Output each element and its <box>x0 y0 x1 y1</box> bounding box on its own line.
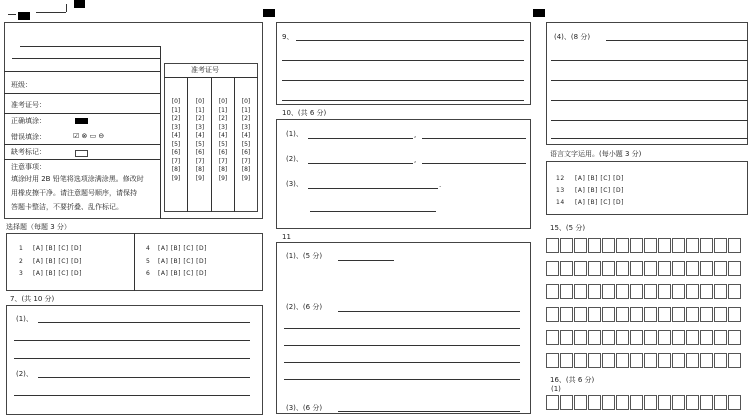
grid-cell[interactable] <box>686 330 699 345</box>
grid-cell[interactable] <box>644 284 657 299</box>
answer-line[interactable] <box>308 188 438 189</box>
grid-cell[interactable] <box>630 353 643 368</box>
grid-cell[interactable] <box>588 353 601 368</box>
grid-cell[interactable] <box>700 330 713 345</box>
grid-cell[interactable] <box>574 284 587 299</box>
q11-part2-label: (2)、(6 分) <box>286 303 323 311</box>
answer-line[interactable] <box>284 328 520 329</box>
grid-cell[interactable] <box>588 284 601 299</box>
exam-id-digit-column[interactable] <box>213 98 233 183</box>
notes-line: 用橡皮擦干净。请注意题号顺序，请保持 <box>11 189 137 197</box>
exam-id-digit-bubble[interactable]: [0] <box>241 98 251 105</box>
divider <box>4 144 160 145</box>
grid-cell[interactable] <box>686 395 699 410</box>
corner-line <box>36 12 66 13</box>
grid-cell[interactable] <box>686 307 699 322</box>
grid-cell[interactable] <box>714 330 727 345</box>
divider <box>160 46 161 219</box>
grid-cell[interactable] <box>630 284 643 299</box>
divider <box>211 77 212 212</box>
corner-line <box>66 4 67 12</box>
exam-id-digit-bubble[interactable]: [0] <box>195 98 205 105</box>
grid-cell[interactable] <box>574 395 587 410</box>
exam-id-digit-bubble[interactable]: [6] <box>241 149 251 156</box>
exam-id-digit-bubble[interactable]: [9] <box>195 174 205 182</box>
grid-cell[interactable] <box>560 395 573 410</box>
grid-cell[interactable] <box>602 261 615 276</box>
grid-cell[interactable] <box>616 353 629 368</box>
grid-cell[interactable] <box>602 307 615 322</box>
grid-cell[interactable] <box>602 395 615 410</box>
answer-line[interactable] <box>14 340 250 341</box>
wrong-fill-label: 错误填涂： <box>11 133 46 141</box>
exam-id-digit-bubble[interactable]: [4] <box>241 132 251 139</box>
exam-id-digit-bubble[interactable]: [9] <box>218 174 228 182</box>
lang-number: 12 <box>556 175 565 182</box>
choice-options[interactable]: [A] [B] [C] [D] <box>33 245 82 252</box>
lang-number: 13 <box>556 187 565 194</box>
grid-cell[interactable] <box>616 395 629 410</box>
grid-cell[interactable] <box>588 330 601 345</box>
answer-line[interactable] <box>282 60 524 61</box>
exam-id-digit-bubble[interactable]: [7] <box>195 157 205 165</box>
exam-id-digit-bubble[interactable]: [7] <box>241 157 251 165</box>
exam-id-digit-bubble[interactable]: [1] <box>218 106 228 114</box>
exam-id-digit-bubble[interactable]: [5] <box>195 140 205 148</box>
exam-id-digit-bubble[interactable]: [8] <box>241 166 251 173</box>
separator-dot: , <box>414 156 417 164</box>
grid-cell[interactable] <box>672 307 685 322</box>
grid-cell[interactable] <box>728 330 741 345</box>
answer-line[interactable] <box>551 100 748 101</box>
grid-cell[interactable] <box>700 307 713 322</box>
exam-id-digit-bubble[interactable]: [2] <box>195 115 205 122</box>
grid-cell[interactable] <box>658 307 671 322</box>
answer-line[interactable] <box>14 395 250 396</box>
grid-cell[interactable] <box>588 238 601 253</box>
grid-cell[interactable] <box>574 261 587 276</box>
grid-cell[interactable] <box>560 238 573 253</box>
q9-title: 9、 <box>282 33 294 41</box>
grid-cell[interactable] <box>644 330 657 345</box>
q16-title: 16、(共 6 分) <box>550 376 595 384</box>
grid-cell[interactable] <box>546 284 559 299</box>
grid-cell[interactable] <box>700 261 713 276</box>
q9-panel <box>276 22 531 105</box>
grid-cell[interactable] <box>700 284 713 299</box>
registration-mark <box>18 12 30 20</box>
name-line <box>20 46 160 47</box>
grid-cell[interactable] <box>630 238 643 253</box>
exam-id-digit-bubble[interactable]: [5] <box>241 140 251 148</box>
choice-number: 3 <box>19 270 24 277</box>
answer-line[interactable] <box>551 80 748 81</box>
grid-cell[interactable] <box>728 395 741 410</box>
exam-id-digit-bubble[interactable]: [8] <box>195 166 205 173</box>
answer-line[interactable] <box>284 345 520 346</box>
exam-id-digit-bubble[interactable]: [7] <box>171 157 181 165</box>
grid-cell[interactable] <box>630 261 643 276</box>
notes-line: 填涂时用 2B 铅笔将选项涂满涂黑。修改时 <box>11 175 144 183</box>
separator-dot: , <box>414 131 417 139</box>
answer-line[interactable] <box>284 379 520 380</box>
grid-cell[interactable] <box>658 395 671 410</box>
class-label: 班级： <box>11 81 32 89</box>
divider <box>4 71 160 72</box>
q7-part2-label: (2)、 <box>16 370 33 378</box>
registration-mark <box>533 9 545 17</box>
grid-cell[interactable] <box>588 261 601 276</box>
lang-title: 语言文字运用。(每小题 3 分) <box>550 150 642 158</box>
exam-no-label: 准考证号： <box>11 101 46 109</box>
grid-cell[interactable] <box>602 238 615 253</box>
answer-line[interactable] <box>308 138 413 139</box>
grid-cell[interactable] <box>644 353 657 368</box>
grid-cell[interactable] <box>644 261 657 276</box>
q10-panel <box>276 119 531 229</box>
exam-id-digit-bubble[interactable]: [0] <box>171 98 181 105</box>
answer-line[interactable] <box>282 100 524 101</box>
grid-cell[interactable] <box>546 330 559 345</box>
registration-mark <box>263 9 275 17</box>
answer-line[interactable] <box>338 260 394 261</box>
grid-cell[interactable] <box>602 330 615 345</box>
grid-cell[interactable] <box>644 307 657 322</box>
choice-number: 5 <box>146 258 151 265</box>
exam-id-digit-bubble[interactable]: [2] <box>218 115 228 122</box>
grid-cell[interactable] <box>700 353 713 368</box>
q7-part1-label: (1)、 <box>16 315 33 323</box>
grid-cell[interactable] <box>672 238 685 253</box>
grid-cell[interactable] <box>560 307 573 322</box>
divider <box>4 159 160 160</box>
answer-line[interactable] <box>282 80 524 81</box>
exam-id-digit-bubble[interactable]: [4] <box>218 132 228 139</box>
q7-title: 7、(共 10 分) <box>10 295 55 303</box>
exam-id-digit-bubble[interactable]: [7] <box>218 157 228 165</box>
grid-cell[interactable] <box>546 353 559 368</box>
choice-title: 选择题（每题 3 分） <box>6 223 71 231</box>
grid-cell[interactable] <box>672 330 685 345</box>
grid-cell[interactable] <box>560 353 573 368</box>
answer-line[interactable] <box>38 377 250 378</box>
answer-line[interactable] <box>422 163 526 164</box>
lang-options[interactable]: [A] [B] [C] [D] <box>575 199 624 206</box>
exam-id-digit-column[interactable] <box>236 98 256 183</box>
correct-fill-label: 正确填涂： <box>11 117 46 125</box>
grid-cell[interactable] <box>616 284 629 299</box>
grid-cell[interactable] <box>630 395 643 410</box>
grid-cell[interactable] <box>560 261 573 276</box>
divider <box>134 233 135 291</box>
grid-cell[interactable] <box>546 395 559 410</box>
grid-cell[interactable] <box>686 284 699 299</box>
q10-part2-label: (2)、 <box>286 155 303 163</box>
grid-cell[interactable] <box>714 353 727 368</box>
grid-cell[interactable] <box>616 307 629 322</box>
q11-part3-label: (3)、(6 分) <box>286 404 323 412</box>
grid-cell[interactable] <box>672 284 685 299</box>
grid-cell[interactable] <box>574 330 587 345</box>
grid-cell[interactable] <box>658 353 671 368</box>
registration-mark <box>74 0 85 8</box>
grid-cell[interactable] <box>588 307 601 322</box>
answer-line[interactable] <box>606 40 748 41</box>
answer-line[interactable] <box>551 138 748 139</box>
exam-id-digit-bubble[interactable]: [3] <box>218 123 228 131</box>
choice-options[interactable]: [A] [B] [C] [D] <box>158 245 207 252</box>
exam-id-digit-bubble[interactable]: [6] <box>195 149 205 156</box>
grid-cell[interactable] <box>616 238 629 253</box>
exam-id-digit-bubble[interactable]: [3] <box>241 123 251 131</box>
grid-cell[interactable] <box>686 238 699 253</box>
exam-id-digit-bubble[interactable]: [9] <box>241 174 251 182</box>
grid-cell[interactable] <box>728 307 741 322</box>
grid-cell[interactable] <box>616 330 629 345</box>
correct-fill-sample <box>75 118 88 124</box>
exam-id-digit-bubble[interactable]: [9] <box>171 174 181 182</box>
exam-id-digit-bubble[interactable]: [2] <box>241 115 251 122</box>
grid-cell[interactable] <box>546 261 559 276</box>
grid-cell[interactable] <box>630 307 643 322</box>
exam-id-title: 准考证号 <box>191 66 219 74</box>
grid-cell[interactable] <box>672 353 685 368</box>
divider <box>187 77 188 212</box>
exam-id-digit-bubble[interactable]: [1] <box>171 106 181 114</box>
answer-line[interactable] <box>310 211 436 212</box>
grid-cell[interactable] <box>658 261 671 276</box>
grid-cell[interactable] <box>672 261 685 276</box>
exam-id-digit-bubble[interactable]: [0] <box>218 98 228 105</box>
q10-part3-label: (3)、 <box>286 180 303 188</box>
answer-line[interactable] <box>38 322 250 323</box>
q15-title: 15、(5 分) <box>550 224 586 232</box>
grid-cell[interactable] <box>658 238 671 253</box>
grid-cell[interactable] <box>644 238 657 253</box>
choice-number: 2 <box>19 258 24 265</box>
q10-title: 10、(共 6 分) <box>282 109 327 117</box>
grid-cell[interactable] <box>658 284 671 299</box>
q11-part1-label: (1)、(5 分) <box>286 252 323 260</box>
grid-cell[interactable] <box>714 395 727 410</box>
notes-line: 答题卡整洁，不要折叠、乱作标记。 <box>11 203 123 211</box>
exam-id-digit-bubble[interactable]: [5] <box>218 140 228 148</box>
choice-number: 6 <box>146 270 151 277</box>
corner-line <box>8 14 16 15</box>
answer-line[interactable] <box>551 120 748 121</box>
lang-options[interactable]: [A] [B] [C] [D] <box>575 187 624 194</box>
name-line <box>12 58 160 59</box>
grid-cell[interactable] <box>574 238 587 253</box>
exam-id-digit-bubble[interactable]: [2] <box>171 115 181 122</box>
answer-line[interactable] <box>308 163 413 164</box>
exam-id-digit-column[interactable] <box>190 98 210 183</box>
q16-part1-label: (1) <box>551 385 561 393</box>
exam-id-digit-bubble[interactable]: [4] <box>195 132 205 139</box>
absent-checkbox[interactable] <box>75 150 88 157</box>
choice-options[interactable]: [A] [B] [C] [D] <box>33 258 82 265</box>
notes-title: 注意事项： <box>11 163 46 171</box>
exam-id-digit-bubble[interactable]: [5] <box>171 140 181 148</box>
grid-cell[interactable] <box>714 238 727 253</box>
answer-line[interactable] <box>296 40 524 41</box>
grid-cell[interactable] <box>616 261 629 276</box>
lang-options[interactable]: [A] [B] [C] [D] <box>575 175 624 182</box>
grid-cell[interactable] <box>728 284 741 299</box>
choice-options[interactable]: [A] [B] [C] [D] <box>158 270 207 277</box>
grid-cell[interactable] <box>588 395 601 410</box>
exam-id-digit-bubble[interactable]: [3] <box>195 123 205 131</box>
grid-cell[interactable] <box>546 238 559 253</box>
answer-line[interactable] <box>338 311 520 312</box>
grid-cell[interactable] <box>630 330 643 345</box>
grid-cell[interactable] <box>602 284 615 299</box>
exam-id-digit-bubble[interactable]: [6] <box>218 149 228 156</box>
grid-cell[interactable] <box>700 238 713 253</box>
exam-id-digit-bubble[interactable]: [3] <box>171 123 181 131</box>
answer-line[interactable] <box>14 358 250 359</box>
answer-line[interactable] <box>284 362 520 363</box>
grid-cell[interactable] <box>644 395 657 410</box>
exam-id-digit-bubble[interactable]: [4] <box>171 132 181 139</box>
answer-line[interactable] <box>551 60 748 61</box>
grid-cell[interactable] <box>560 284 573 299</box>
divider <box>234 77 235 212</box>
grid-cell[interactable] <box>686 353 699 368</box>
choice-options[interactable]: [A] [B] [C] [D] <box>158 258 207 265</box>
grid-cell[interactable] <box>560 330 573 345</box>
absent-label: 缺考标记： <box>11 148 46 156</box>
exam-id-digit-bubble[interactable]: [1] <box>195 106 205 114</box>
exam-id-digit-column[interactable] <box>166 98 186 183</box>
lang-number: 14 <box>556 199 565 206</box>
grid-cell[interactable] <box>714 261 727 276</box>
grid-cell[interactable] <box>714 284 727 299</box>
choice-number: 1 <box>19 245 24 252</box>
grid-cell[interactable] <box>728 261 741 276</box>
q11-title: 11 <box>282 233 291 241</box>
grid-cell[interactable] <box>714 307 727 322</box>
grid-cell[interactable] <box>602 353 615 368</box>
wrong-fill-symbols: ☑ ⊗ ▭ ⊖ <box>73 132 105 140</box>
separator-dot: . <box>439 181 442 189</box>
grid-cell[interactable] <box>686 261 699 276</box>
grid-cell[interactable] <box>700 395 713 410</box>
exam-id-digit-bubble[interactable]: [6] <box>171 149 181 156</box>
grid-cell[interactable] <box>728 353 741 368</box>
divider <box>4 93 160 94</box>
exam-id-digit-bubble[interactable]: [8] <box>171 166 181 173</box>
choice-options[interactable]: [A] [B] [C] [D] <box>33 270 82 277</box>
exam-id-digit-bubble[interactable]: [8] <box>218 166 228 173</box>
exam-id-digit-bubble[interactable]: [1] <box>241 106 251 114</box>
grid-cell[interactable] <box>658 330 671 345</box>
grid-cell[interactable] <box>728 238 741 253</box>
divider <box>4 113 160 114</box>
q10-part1-label: (1)、 <box>286 130 303 138</box>
q4-title: (4)、(8 分) <box>554 33 591 41</box>
answer-line[interactable] <box>422 138 526 139</box>
choice-number: 4 <box>146 245 151 252</box>
grid-cell[interactable] <box>546 307 559 322</box>
grid-cell[interactable] <box>574 353 587 368</box>
grid-cell[interactable] <box>574 307 587 322</box>
grid-cell[interactable] <box>672 395 685 410</box>
